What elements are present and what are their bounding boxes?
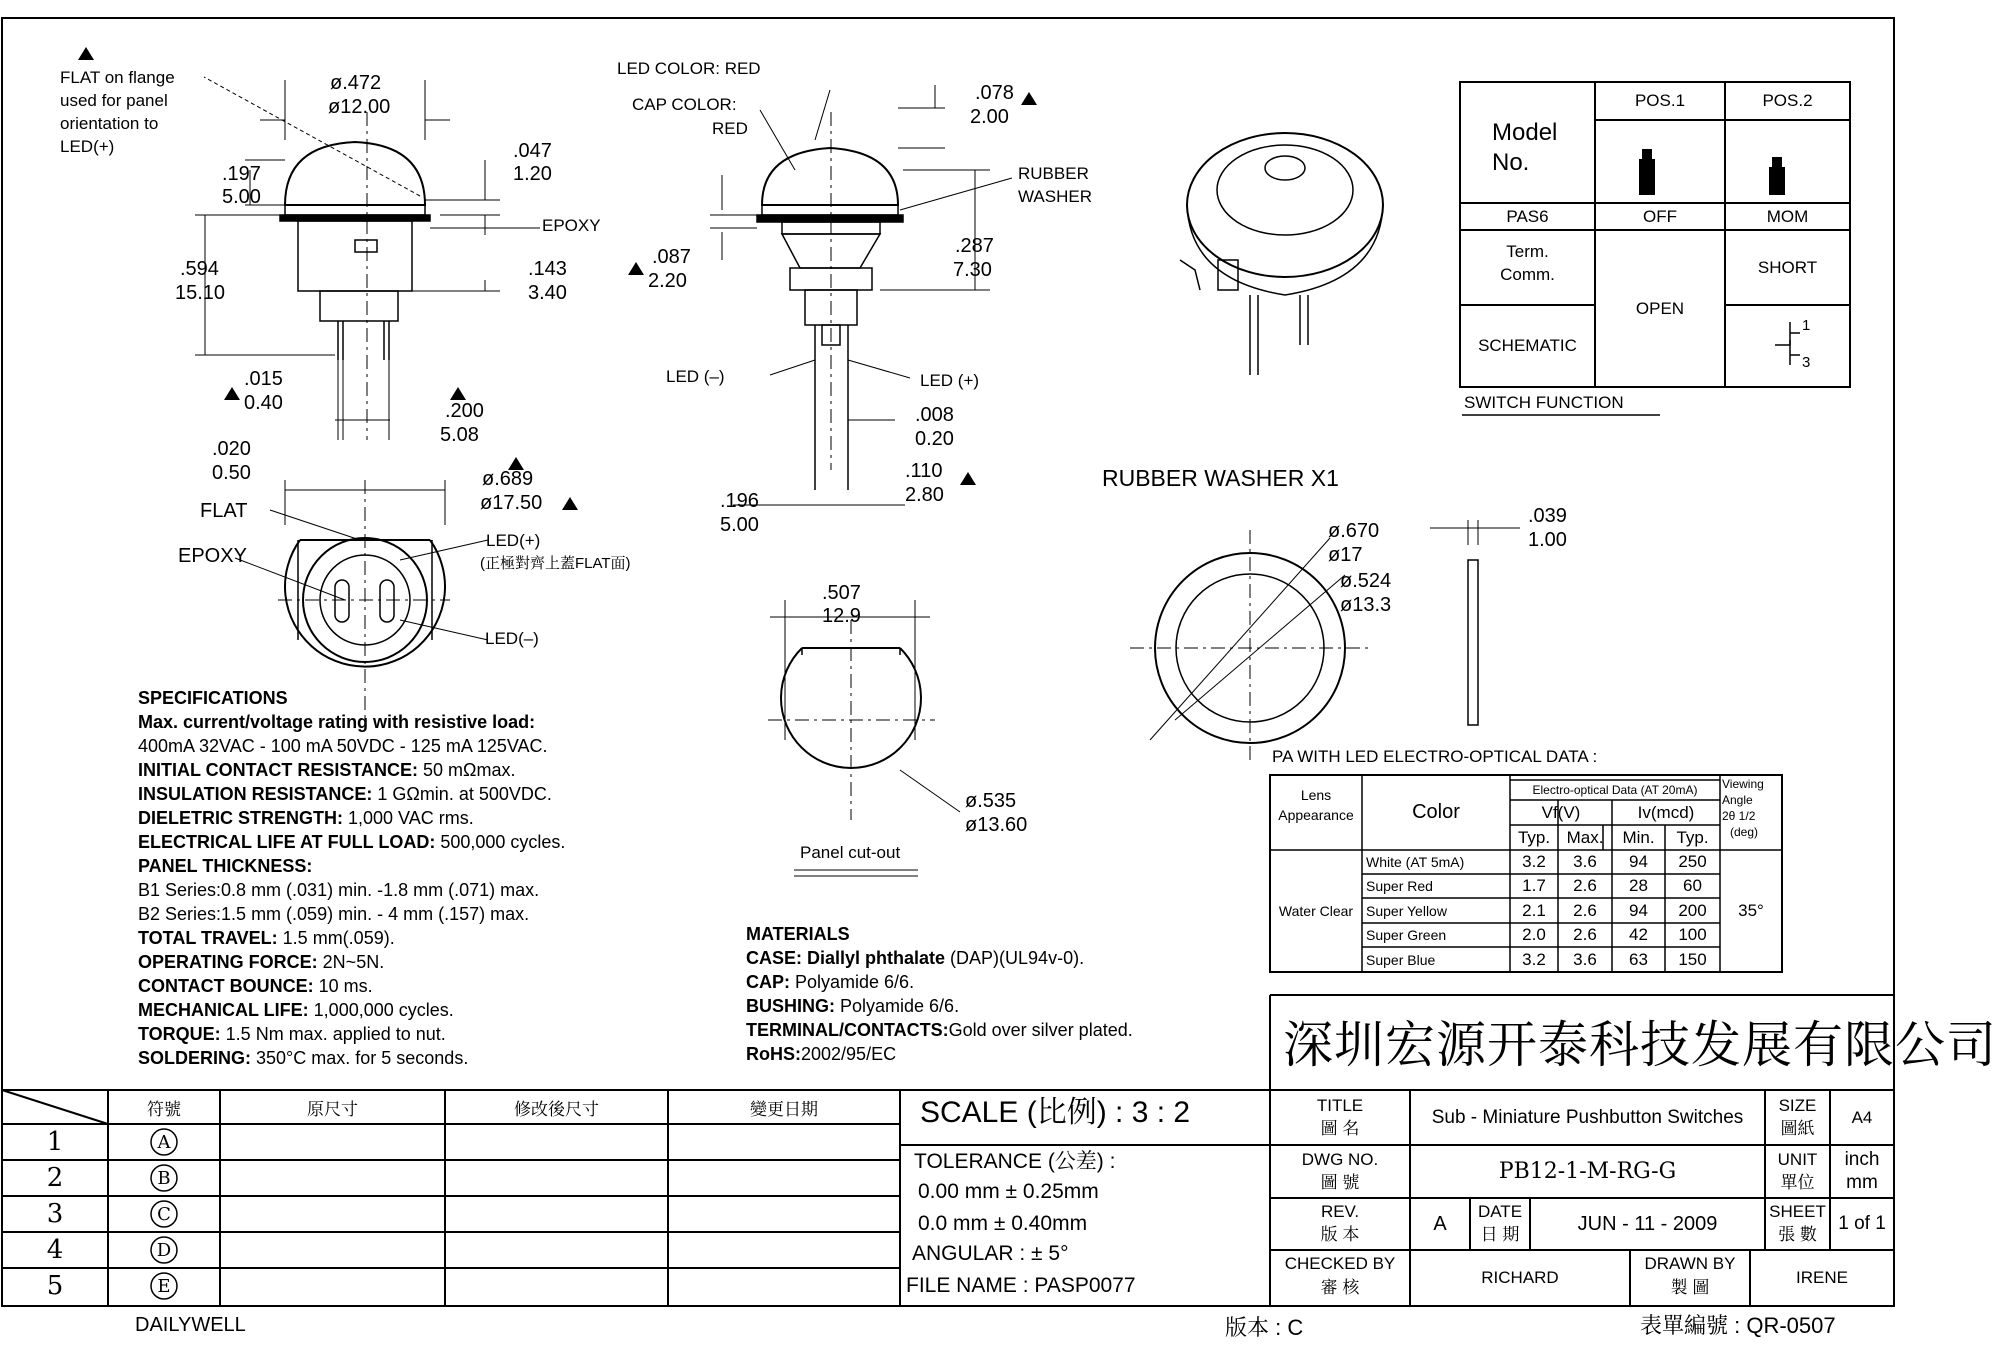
rev-row-number: 4 xyxy=(46,1235,64,1265)
spec-line xyxy=(138,998,565,1022)
mat-line xyxy=(746,970,1133,994)
rev-label xyxy=(1270,1200,1410,1246)
spec-line xyxy=(138,806,565,830)
mat-line xyxy=(746,1042,1133,1066)
rubber-washer-drawing xyxy=(1130,520,1520,765)
viewing-line: Angle xyxy=(1722,793,1753,807)
spec-value: 350°C max. for 5 seconds. xyxy=(251,1048,469,1068)
dim-220: 2.20 xyxy=(648,270,687,292)
spec-value: 1 GΩmin. at 500VDC. xyxy=(372,784,552,804)
isometric-view xyxy=(1180,133,1383,375)
footer-company: DAILYWELL xyxy=(135,1314,246,1336)
flat-note-line: FLAT on flange xyxy=(60,68,175,87)
unit-value xyxy=(1830,1148,1894,1194)
optical-cell-vf-max: 3.6 xyxy=(1573,949,1597,969)
dim-110: .110 xyxy=(905,460,943,482)
spec-label: CONTACT BOUNCE: xyxy=(138,976,314,996)
iv-min-header: Min. xyxy=(1622,827,1655,847)
rev-row-symbol: C xyxy=(157,1203,171,1225)
spec-line xyxy=(138,710,565,734)
mat-label: TERMINAL/CONTACTS: xyxy=(746,1020,949,1040)
dim-200mm: 2.00 xyxy=(970,106,1009,128)
vf-max-header: Max. xyxy=(1566,827,1604,847)
washer-thick-mm: 1.00 xyxy=(1528,529,1567,551)
dim-040: 0.40 xyxy=(244,392,283,414)
bottom-view-drawing xyxy=(235,480,488,720)
spec-value: 10 ms. xyxy=(313,976,373,996)
model-line: Model xyxy=(1492,119,1558,146)
unit-v1: inch xyxy=(1844,1149,1880,1170)
washer-id-inch: ø.524 xyxy=(1340,570,1392,592)
file-name: FILE NAME : PASP0077 xyxy=(906,1274,1136,1297)
dim-020: .020 xyxy=(212,438,251,460)
sheet-value: 1 of 1 xyxy=(1838,1213,1886,1234)
spec-label: SOLDERING: xyxy=(138,1048,252,1068)
spec-value: 400mA 32VAC - 100 mA 50VDC - 125 mA 125VAC. xyxy=(138,736,548,756)
rev-row-number: 5 xyxy=(46,1271,64,1301)
dim-507: .507 xyxy=(822,582,861,604)
dim-200: .200 xyxy=(445,400,484,422)
dwg-lbl: DWG NO. xyxy=(1301,1150,1379,1169)
spec-line xyxy=(138,878,565,902)
viewing-line: (deg) xyxy=(1730,825,1759,839)
spec-line xyxy=(138,758,565,782)
size-lbl: SIZE xyxy=(1778,1096,1817,1115)
optical-cell-vf-typ: 3.2 xyxy=(1522,852,1546,871)
rev-mod-header: 修改後尺寸 xyxy=(514,1099,599,1119)
mat-line xyxy=(746,1018,1133,1042)
checked-lbl: CHECKED BY xyxy=(1284,1254,1396,1273)
spec-label: OPERATING FORCE: xyxy=(138,952,318,972)
dim-340: 3.40 xyxy=(528,282,567,304)
sheet-label xyxy=(1765,1200,1830,1246)
sheet-cn: 張 數 xyxy=(1778,1225,1817,1244)
rev-row-number: 1 xyxy=(46,1127,64,1157)
spec-line xyxy=(138,1046,565,1070)
dim-196: .196 xyxy=(720,490,759,512)
materials-block xyxy=(746,922,1133,1066)
rev-row-symbol: D xyxy=(156,1239,172,1261)
optical-cell-vf-max: 3.6 xyxy=(1573,852,1597,871)
optical-cell-vf-typ: 1.7 xyxy=(1522,876,1546,895)
dwg-label xyxy=(1270,1148,1410,1194)
switch-function-title: SWITCH FUNCTION xyxy=(1464,393,1624,412)
rev-value: A xyxy=(1433,1212,1447,1235)
model-line: No. xyxy=(1492,149,1530,176)
dwg-cn: 圖 號 xyxy=(1320,1173,1360,1192)
mat-value: 2002/95/EC xyxy=(801,1044,897,1064)
optical-cell-color: Super Yellow xyxy=(1366,902,1447,919)
model-no-value: PAS6 xyxy=(1506,206,1549,226)
lens-value: Water Clear xyxy=(1278,903,1354,919)
washer-title: RUBBER WASHER X1 xyxy=(1102,465,1339,491)
dim-500mm: 5.00 xyxy=(720,514,759,536)
rev-symbol-header: 符號 xyxy=(147,1099,181,1119)
dim-594: .594 xyxy=(180,258,219,280)
rev-cn: 版 本 xyxy=(1320,1225,1360,1244)
schematic-pin-3: 3 xyxy=(1802,354,1811,371)
unit-v2: mm xyxy=(1846,1172,1878,1193)
date-lbl: DATE xyxy=(1477,1202,1523,1221)
drawn-lbl: DRAWN BY xyxy=(1644,1254,1736,1273)
dim-500: 5.00 xyxy=(222,186,261,208)
viewing-line: Viewing xyxy=(1722,777,1764,791)
iv-typ-header: Typ. xyxy=(1676,827,1709,847)
optical-cell-vf-typ: 3.2 xyxy=(1522,949,1546,969)
rubber-washer-line: RUBBER xyxy=(1018,164,1089,183)
mat-label: BUSHING: xyxy=(746,996,835,1016)
mat-value: (DAP)(UL94v-0). xyxy=(945,948,1085,968)
footer-version: 版本 : C xyxy=(1225,1315,1304,1340)
epoxy-label: EPOXY xyxy=(542,216,601,235)
tolerance-angular: ANGULAR : ± 5° xyxy=(912,1242,1069,1265)
spec-value: 50 mΩmax. xyxy=(418,760,516,780)
spec-line xyxy=(138,902,565,926)
drawing-title: Sub - Miniature Pushbutton Switches xyxy=(1431,1106,1744,1128)
drawn-cn: 製 圖 xyxy=(1670,1278,1710,1297)
optical-cell-vf-typ: 2.0 xyxy=(1522,925,1546,944)
checked-value: RICHARD xyxy=(1481,1268,1559,1287)
led-minus-side: LED (–) xyxy=(666,367,725,386)
spec-label: PANEL THICKNESS: xyxy=(138,856,313,876)
spec-line xyxy=(138,782,565,806)
dim-050: 0.50 xyxy=(212,462,251,484)
tolerance-line-2: 0.0 mm ± 0.40mm xyxy=(918,1212,1088,1235)
title-label xyxy=(1270,1094,1410,1140)
optical-cell-iv-min: 28 xyxy=(1629,876,1648,895)
checked-cn: 審 核 xyxy=(1320,1278,1360,1297)
dim-087: .087 xyxy=(652,246,691,268)
term-line: Term. xyxy=(1506,242,1549,261)
spec-line xyxy=(138,926,565,950)
washer-id-mm: ø13.3 xyxy=(1340,594,1392,616)
cutout-dia-inch: ø.535 xyxy=(965,790,1017,812)
optical-cell-iv-min: 94 xyxy=(1629,852,1648,871)
spec-value: B2 Series:1.5 mm (.059) min. - 4 mm (.157) max. xyxy=(138,904,530,924)
spec-line xyxy=(138,686,565,710)
led-minus-bottom: LED(–) xyxy=(485,629,539,648)
spec-line xyxy=(138,950,565,974)
spec-value: 1,000 VAC rms. xyxy=(343,808,474,828)
spec-label: TORQUE: xyxy=(138,1024,221,1044)
pos1-off: OFF xyxy=(1643,206,1677,226)
mat-line xyxy=(746,922,1133,946)
flat-note xyxy=(60,66,175,158)
dia-prefix: ø xyxy=(330,72,343,94)
unit-cn: 單位 xyxy=(1780,1173,1815,1192)
dim-508: 5.08 xyxy=(440,424,479,446)
flat-label: FLAT xyxy=(200,500,248,522)
size-value: A4 xyxy=(1851,1107,1873,1127)
rubber-washer-line: WASHER xyxy=(1018,187,1092,206)
spec-line xyxy=(138,1022,565,1046)
flat-note-line: LED(+) xyxy=(60,137,115,156)
dim-730: 7.30 xyxy=(953,259,992,281)
rev-orig-header: 原尺寸 xyxy=(307,1099,358,1119)
spec-value: 1.5 mm(.059). xyxy=(277,928,395,948)
optical-cell-vf-max: 2.6 xyxy=(1573,925,1597,944)
specifications-block xyxy=(138,686,565,1070)
lens-line: Appearance xyxy=(1278,807,1354,823)
cap-color-label: CAP COLOR: xyxy=(632,95,737,114)
dim-129: 12.9 xyxy=(822,605,861,627)
rev-date-header: 變更日期 xyxy=(750,1099,818,1119)
dim-287: .287 xyxy=(955,235,994,257)
schematic-pin-1: 1 xyxy=(1802,317,1811,334)
washer-od-inch: ø.670 xyxy=(1328,520,1380,542)
spec-label: INSULATION RESISTANCE: xyxy=(138,784,373,804)
viewing-line: 2θ 1/2 xyxy=(1722,809,1756,823)
optical-cell-vf-max: 2.6 xyxy=(1573,900,1597,920)
vf-header: Vf(V) xyxy=(1541,802,1581,822)
footer-form-no: 表單編號 : QR-0507 xyxy=(1640,1313,1836,1338)
unit-label xyxy=(1765,1148,1830,1194)
open-state: OPEN xyxy=(1635,298,1685,318)
unit-lbl: UNIT xyxy=(1777,1150,1818,1169)
rubber-washer-label xyxy=(1018,162,1092,208)
mat-value: Gold over silver plated. xyxy=(948,1020,1133,1040)
mat-line xyxy=(746,994,1133,1018)
date-label xyxy=(1470,1200,1530,1246)
pos2-mom: MOM xyxy=(1766,206,1809,226)
drawn-label xyxy=(1630,1252,1750,1300)
term-comm-label xyxy=(1460,240,1595,286)
date-value: JUN - 11 - 2009 xyxy=(1577,1212,1718,1235)
optical-cell-iv-typ: 250 xyxy=(1678,852,1707,871)
schematic-label: SCHEMATIC xyxy=(1478,336,1577,355)
spec-label: INITIAL CONTACT RESISTANCE: xyxy=(138,760,418,780)
dim-143: .143 xyxy=(528,258,567,280)
drawn-value: IRENE xyxy=(1796,1268,1848,1287)
optical-cell-iv-typ: 100 xyxy=(1678,925,1707,944)
spec-value: 500,000 cycles. xyxy=(435,832,566,852)
led-plus-side: LED (+) xyxy=(920,371,980,390)
dwg-number: PB12-1-M-RG-G xyxy=(1498,1159,1677,1184)
title-cn: 圖 名 xyxy=(1320,1119,1360,1138)
washer-od-mm: ø17 xyxy=(1328,544,1363,566)
optical-cell-iv-min: 42 xyxy=(1629,925,1648,944)
spec-label: SPECIFICATIONS xyxy=(138,688,288,708)
rev-row-number: 2 xyxy=(46,1163,64,1193)
cap-red-label: RED xyxy=(712,119,748,138)
front-dia-inch xyxy=(330,72,381,94)
spec-value: 2N~5N. xyxy=(317,952,385,972)
led-plus-note: (正極對齊上蓋FLAT面) xyxy=(480,555,631,572)
optical-cell-color: White (AT 5mA) xyxy=(1366,854,1465,870)
dim-015: .015 xyxy=(244,368,283,390)
washer-thick-inch: .039 xyxy=(1528,505,1567,527)
flat-note-line: orientation to xyxy=(60,114,159,133)
spec-value: 1,000,000 cycles. xyxy=(308,1000,454,1020)
spec-label: DIELETRIC STRENGTH: xyxy=(138,808,343,828)
optical-cell-iv-typ: 200 xyxy=(1678,900,1707,920)
optical-cell-iv-typ: 150 xyxy=(1678,949,1707,969)
bottom-dia-inch: ø.689 xyxy=(482,468,534,490)
mat-label: RoHS: xyxy=(746,1044,801,1064)
dim-008: .008 xyxy=(915,404,954,426)
optical-cell-color: Super Red xyxy=(1366,878,1433,894)
rev-row-symbol: B xyxy=(157,1167,171,1189)
led-color-label: LED COLOR: RED xyxy=(617,59,761,78)
vf-typ-header: Typ. xyxy=(1517,827,1551,847)
spec-label: ELECTRICAL LIFE AT FULL LOAD: xyxy=(138,832,436,852)
dim-078: .078 xyxy=(975,82,1014,104)
optical-cell-color: Super Green xyxy=(1366,927,1447,943)
dim-120: 1.20 xyxy=(513,163,552,185)
size-cn: 圖紙 xyxy=(1780,1119,1815,1138)
spec-line xyxy=(138,974,565,998)
date-cn: 日 期 xyxy=(1480,1225,1520,1244)
iv-header: Iv(mcd) xyxy=(1637,802,1695,822)
optical-cell-color: Super Blue xyxy=(1366,951,1436,968)
spec-value: B1 Series:0.8 mm (.031) min. -1.8 mm (.071) max. xyxy=(138,880,540,900)
viewing-angle-value: 35° xyxy=(1738,901,1764,920)
optical-cell-iv-min: 63 xyxy=(1629,949,1648,969)
panel-cutout-drawing xyxy=(768,600,960,876)
optical-title: PA WITH LED ELECTRO-OPTICAL DATA : xyxy=(1272,747,1598,766)
pos1-header: POS.1 xyxy=(1634,91,1686,110)
viewing-header xyxy=(1722,776,1782,840)
rev-row-symbol: E xyxy=(157,1275,171,1297)
short-state: SHORT xyxy=(1757,257,1818,277)
dia-value: .472 xyxy=(342,72,382,94)
checked-label xyxy=(1270,1252,1410,1300)
scale-label: SCALE (比例) : 3 : 2 xyxy=(920,1096,1191,1129)
model-no-label xyxy=(1492,118,1557,178)
optical-cell-vf-max: 2.6 xyxy=(1573,876,1597,895)
mat-value: Polyamide 6/6. xyxy=(835,996,960,1016)
term-line: Comm. xyxy=(1500,265,1555,284)
spec-value: 1.5 Nm max. applied to nut. xyxy=(220,1024,446,1044)
mat-value: Polyamide 6/6. xyxy=(790,972,915,992)
rev-row-symbol: A xyxy=(157,1131,171,1153)
epoxy-bottom-label: EPOXY xyxy=(178,545,247,567)
title-lbl: TITLE xyxy=(1316,1096,1364,1115)
mat-line xyxy=(746,946,1133,970)
front-dia-mm: ø12.00 xyxy=(328,96,391,118)
tolerance-line-1: 0.00 mm ± 0.25mm xyxy=(918,1180,1099,1203)
rev-lbl: REV. xyxy=(1320,1202,1360,1221)
spec-line xyxy=(138,734,565,758)
mat-label: MATERIALS xyxy=(746,924,850,944)
spec-label: MECHANICAL LIFE: xyxy=(138,1000,309,1020)
led-plus-bottom: LED(+) xyxy=(486,531,541,550)
panel-cutout-label: Panel cut-out xyxy=(800,843,901,862)
dim-197: .197 xyxy=(222,163,261,185)
spec-line xyxy=(138,830,565,854)
dim-047: .047 xyxy=(513,140,552,162)
optical-cell-iv-min: 94 xyxy=(1629,900,1648,920)
eo-header: Electro-optical Data (AT 20mA) xyxy=(1532,783,1698,797)
cutout-dia-mm: ø13.60 xyxy=(965,814,1028,836)
lens-line: Lens xyxy=(1300,787,1332,803)
dim-1510: 15.10 xyxy=(175,282,226,304)
optical-cell-iv-typ: 60 xyxy=(1683,876,1702,895)
bottom-dia-mm: ø17.50 xyxy=(480,492,543,514)
spec-line xyxy=(138,854,565,878)
color-header: Color xyxy=(1412,801,1460,823)
pos2-header: POS.2 xyxy=(1762,91,1813,110)
rev-row-number: 3 xyxy=(46,1199,64,1229)
spec-label: TOTAL TRAVEL: xyxy=(138,928,278,948)
mat-label: CAP: xyxy=(746,972,790,992)
spec-label: Max. current/voltage rating with resistive load: xyxy=(138,712,536,732)
optical-cell-vf-typ: 2.1 xyxy=(1522,900,1546,920)
company-name: 深圳宏源开泰科技发展有限公司 xyxy=(1283,1017,1997,1073)
side-view-drawing xyxy=(710,85,1012,505)
dim-280: 2.80 xyxy=(905,484,944,506)
sheet-lbl: SHEET xyxy=(1769,1202,1826,1221)
lens-header xyxy=(1270,785,1362,825)
dim-020mm: 0.20 xyxy=(915,428,954,450)
size-label xyxy=(1765,1094,1830,1140)
mat-label: CASE: Diallyl phthalate xyxy=(746,948,946,968)
flat-note-line: used for panel xyxy=(60,91,168,110)
tolerance-title: TOLERANCE (公差) : xyxy=(914,1150,1116,1173)
